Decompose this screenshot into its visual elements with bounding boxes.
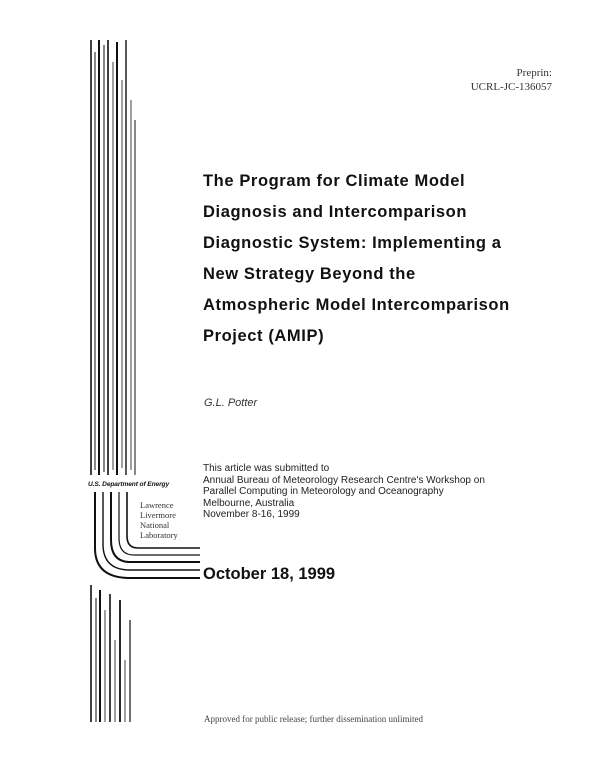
preprint-number [471, 66, 552, 94]
report-number: UCRL-JC-136057 [470, 81, 552, 93]
doe-label: U.S. Department of Energy [88, 481, 170, 488]
title-line: New Strategy Beyond the [203, 265, 416, 283]
document-title [203, 166, 573, 352]
submission-note [203, 463, 485, 521]
title-line: Diagnostic System: Implementing a [203, 234, 502, 252]
title-line: Atmospheric Model Intercomparison [203, 296, 510, 314]
lab-name [140, 500, 178, 540]
lab-name-line: Lawrence [140, 500, 174, 510]
submission-line: Parallel Computing in Meteorology and Oceanography [203, 486, 444, 498]
author-name: G.L. Potter [204, 397, 258, 409]
submission-line: Melbourne, Australia [203, 497, 295, 509]
lab-name-line: National [140, 520, 170, 530]
lab-name-line: Laboratory [140, 530, 178, 540]
title-line: Diagnosis and Intercomparison [203, 203, 468, 221]
submission-line: Annual Bureau of Meteorology Research Centre's Workshop on [203, 474, 485, 486]
document-date: October 18, 1999 [203, 565, 336, 583]
title-line: Project (AMIP) [203, 327, 325, 345]
preprint-label: Preprin: [516, 67, 552, 79]
title-line: The Program for Climate Model [203, 172, 466, 190]
submission-line: This article was submitted to [203, 463, 330, 474]
lab-name-line: Livermore [140, 510, 176, 520]
submission-line: November 8-16, 1999 [203, 509, 300, 521]
approval-statement: Approved for public release; further dissemination unlimited [204, 714, 423, 724]
